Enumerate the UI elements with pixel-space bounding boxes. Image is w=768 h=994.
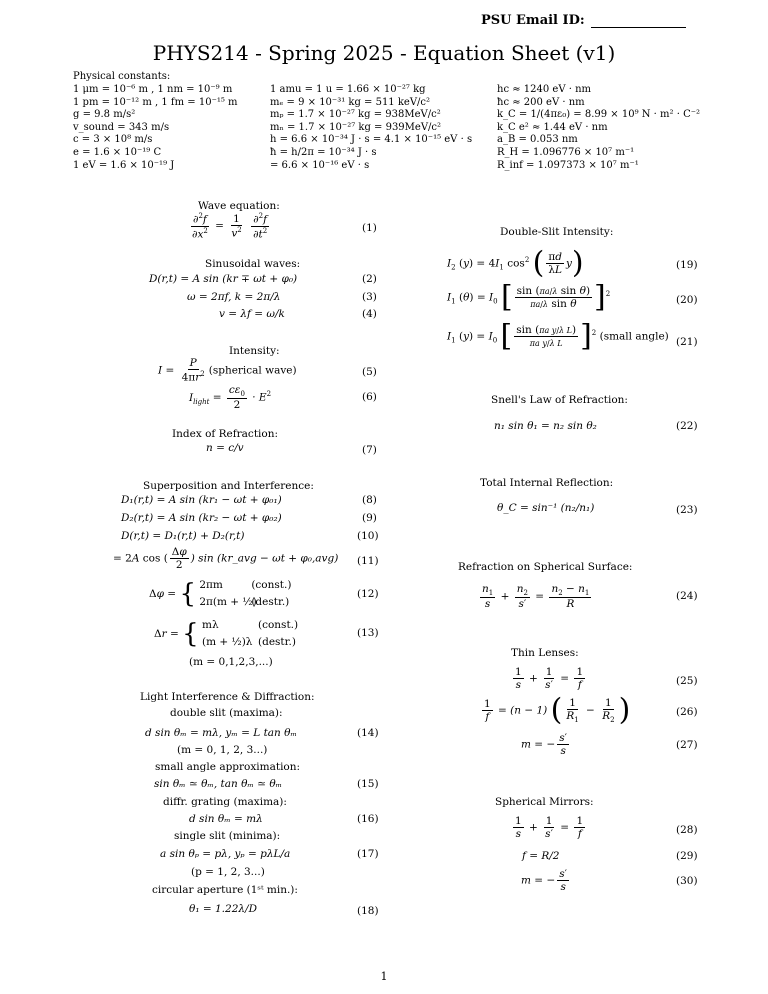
equation-number: (26)	[676, 706, 698, 718]
equation-number: (5)	[362, 366, 377, 378]
equation-30: m = − $\frac{s'}{s}$	[521, 868, 568, 894]
eq12-row2: 2π(m + ½)	[199, 596, 257, 608]
page-number: 1	[380, 970, 388, 983]
superposition-title: Superposition and Interference:	[143, 480, 314, 492]
constant-line: k_C = 1/(4πε₀) = 8.99 × 10⁹ N · m² · C⁻²	[497, 109, 701, 121]
equation-27: m = − $\frac{s'}{s}$	[521, 732, 568, 758]
constant-line: ħc ≈ 200 eV · nm	[497, 96, 585, 108]
eq13-row1-note: (const.)	[258, 619, 299, 631]
m-range: (m = 0,1,2,3,...)	[189, 656, 273, 668]
index-title: Index of Refraction:	[172, 428, 279, 440]
equation-21: $I_1$ $(y) = I_0$ [ $\frac{\text{sin (πa y/λ L)}}{\text{πa y/λ L}}$ ]$^2$ (small angle)	[447, 318, 669, 354]
equation-14: d sin θₘ = mλ, yₘ = L tan θₘ	[145, 727, 297, 739]
double-slit-intensity-title: Double-Slit Intensity:	[500, 226, 614, 238]
constant-line: v_sound = 343 m/s	[73, 121, 170, 133]
equation-3: ω = 2πf, k = 2π/λ	[187, 291, 281, 303]
constant-line: mₙ = 1.7 × 10⁻²⁷ kg = 939MeV/c²	[270, 121, 442, 133]
equation-13: Δr = { mλ (const.) (m + ½)λ (destr.)	[154, 619, 299, 649]
light-interference-title: Light Interference & Diffraction:	[140, 691, 315, 703]
equation-7: n = c/v	[206, 442, 244, 454]
equation-number: (10)	[357, 530, 379, 542]
constant-line: mₚ = 1.7 × 10⁻²⁷ kg = 938MeV/c²	[270, 109, 441, 121]
eq26-mid: = (n − 1)	[498, 704, 548, 717]
constant-line: 1 μm = 10⁻⁶ m , 1 nm = 10⁻⁹ m	[73, 84, 233, 95]
eq5-suffix: (spherical wave)	[208, 364, 297, 377]
equation-9: D₂(r,t) = A sin (kr₂ − ωt + φ₀₂)	[121, 512, 282, 524]
eq13-row1: mλ	[202, 619, 219, 631]
constant-line: mₑ = 9 × 10⁻³¹ kg = 511 keV/c²	[270, 96, 431, 108]
equation-18: θ₁ = 1.22λ/D	[189, 903, 257, 915]
equation-number: (4)	[362, 308, 377, 320]
equation-number: (27)	[676, 739, 698, 751]
eq11-suffix: ) sin (kr_avg − ωt + φ₀,avg)	[190, 552, 339, 565]
equation-number: (30)	[676, 875, 698, 887]
constants-col2	[270, 84, 472, 172]
equation-2: D(r,t) = A sin (kr ∓ ωt + φ₀)	[149, 273, 298, 285]
equation-5: I = $\frac{P}{4\pi r^2}$ (spherical wave)	[158, 357, 297, 384]
equation-number: (24)	[676, 590, 698, 602]
constant-line: k_C e² ≈ 1.44 eV · nm	[497, 121, 608, 133]
equation-number: (15)	[357, 778, 379, 790]
eq12-row1: 2πm	[199, 579, 223, 591]
equation-15: sin θₘ ≃ θₘ, tan θₘ ≃ θₘ	[154, 778, 283, 790]
p-range: (p = 1, 2, 3...)	[191, 866, 265, 878]
equation-16: d sin θₘ = mλ	[189, 813, 263, 825]
constants-col1	[73, 84, 238, 172]
thin-lenses-title: Thin Lenses:	[511, 647, 579, 659]
equation-6: $I_{light}$ = $\frac{c\varepsilon_0}{2}$ · $E^2$	[189, 384, 272, 412]
eq12-row2-note: (destr.)	[251, 596, 290, 608]
small-angle-note: (small angle)	[599, 330, 669, 343]
constant-line: g = 9.8 m/s²	[73, 109, 136, 121]
equation-number: (13)	[357, 627, 379, 639]
equation-number: (21)	[676, 336, 698, 348]
mirrors-title: Spherical Mirrors:	[495, 796, 594, 808]
circular-label: circular aperture (1ˢᵗ min.):	[152, 884, 298, 896]
constants-col3	[497, 84, 700, 172]
constant-line: R_inf = 1.097373 × 10⁷ m⁻¹	[497, 159, 639, 171]
equation-number: (6)	[362, 391, 377, 403]
equation-number: (3)	[362, 291, 377, 303]
equation-number: (16)	[357, 813, 379, 825]
equation-23: θ_C = sin⁻¹ (n₂/n₁)	[497, 502, 595, 514]
constant-line: 1 eV = 1.6 × 10⁻¹⁹ J	[73, 159, 175, 171]
equation-number: (17)	[357, 848, 379, 860]
constant-line: 1 pm = 10⁻¹² m , 1 fm = 10⁻¹⁵ m	[73, 96, 238, 108]
equation-28: $\frac{1}{s}$ + $\frac{1}{s'}$ = $\frac{1}{f}$	[515, 815, 584, 841]
grating-label: diffr. grating (maxima):	[163, 796, 287, 808]
equation-22: n₁ sin θ₁ = n₂ sin θ₂	[494, 420, 597, 432]
equation-number: (14)	[357, 727, 379, 739]
sinusoidal-title: Sinusoidal waves:	[205, 258, 301, 270]
constant-line: 1 amu = 1 u = 1.66 × 10⁻²⁷ kg	[270, 84, 426, 95]
equation-number: (20)	[676, 294, 698, 306]
equation-1: $\frac{\partial^2f}{\partial x^2}$ = $\frac{1}{v^2}$ $\frac{\partial^2f}{\partial t^2}$	[192, 212, 268, 241]
double-slit-label: double slit (maxima):	[170, 707, 283, 719]
equation-26: $\frac{1}{f}$ = (n − 1) ( $\frac{1}{R_1}$ − $\frac{1}{R_2}$ )	[484, 692, 631, 728]
equation-number: (11)	[357, 555, 379, 567]
constants-heading: Physical constants:	[73, 71, 171, 82]
constant-line: ħ = h/2π = 10⁻³⁴ J · s	[270, 146, 377, 158]
equation-number: (19)	[676, 259, 698, 271]
spherical-surface-title: Refraction on Spherical Surface:	[458, 561, 633, 573]
equation-29: f = R/2	[522, 850, 560, 862]
equation-11: = 2A cos ( $\frac{\Delta\varphi}{2}$ ) sin (kr_avg − ωt + φ₀,avg)	[113, 546, 339, 572]
equation-number: (2)	[362, 273, 377, 285]
constant-line: hc ≈ 1240 eV · nm	[497, 84, 592, 95]
eq13-row2-note: (destr.)	[258, 636, 296, 648]
eq12-row1-note: (const.)	[251, 579, 292, 591]
equation-number: (9)	[362, 512, 377, 524]
constant-line: a_B = 0.053 nm	[497, 134, 578, 146]
single-slit-label: single slit (minima):	[174, 830, 281, 842]
constant-line: = 6.6 × 10⁻¹⁶ eV · s	[270, 159, 370, 171]
equation-17: a sin θₚ = pλ, yₚ = pλL/a	[160, 848, 291, 860]
equation-number: (18)	[357, 905, 379, 917]
equation-8: D₁(r,t) = A sin (kr₁ − ωt + φ₀₁)	[121, 494, 282, 506]
page-title: PHYS214 - Spring 2025 - Equation Sheet (v1)	[152, 41, 616, 65]
constant-line: e = 1.6 × 10⁻¹⁹ C	[73, 146, 162, 158]
equation-20: $I_1$ $(\theta) = I_0$ [ $\frac{\text{sin (πa/λ sin θ)}}{\text{πa/λ sin θ}}$ ]$^2$	[447, 279, 611, 315]
equation-number: (8)	[362, 494, 377, 506]
equation-number: (22)	[676, 420, 698, 432]
tir-title: Total Internal Reflection:	[480, 477, 614, 489]
equation-number: (12)	[357, 588, 379, 600]
equation-number: (1)	[362, 222, 377, 234]
constant-line: R_H = 1.096776 × 10⁷ m⁻¹	[497, 146, 635, 158]
eq13-row2: (m + ½)λ	[202, 636, 253, 648]
equation-number: (23)	[676, 504, 698, 516]
email-label: PSU Email ID:	[481, 13, 585, 28]
equation-10: D(r,t) = D₁(r,t) + D₂(r,t)	[121, 530, 245, 542]
constant-line: h = 6.6 × 10⁻³⁴ J · s = 4.1 × 10⁻¹⁵ eV · s	[270, 134, 473, 146]
equation-number: (7)	[362, 444, 377, 456]
m-range-2: (m = 0, 1, 2, 3...)	[177, 744, 268, 756]
intensity-title: Intensity:	[229, 345, 280, 357]
email-line	[591, 27, 686, 28]
equation-4: v = λf = ω/k	[219, 308, 285, 320]
equation-24: $\frac{n_1}{s}$ + $\frac{n_2}{s'}$ = $\frac{n_2 - n_1}{R}$	[482, 583, 590, 611]
equation-number: (25)	[676, 675, 698, 687]
equation-12: Δφ = { 2πm (const.) 2π(m + ½)(destr.)	[149, 579, 292, 609]
constant-line: c = 3 × 10⁸ m/s	[73, 134, 153, 146]
snell-title: Snell's Law of Refraction:	[491, 394, 628, 406]
wave-equation-title: Wave equation:	[198, 200, 280, 212]
equation-number: (28)	[676, 824, 698, 836]
equation-19: $I_2$ $(y) = 4I_1$ $\cos^2$ ( $\frac{\pi d}{\lambda L}$ y)	[447, 245, 584, 281]
equation-25: $\frac{1}{s}$ + $\frac{1}{s'}$ = $\frac{1}{f}$	[515, 666, 584, 692]
equation-number: (29)	[676, 850, 698, 862]
small-angle-label: small angle approximation:	[155, 761, 301, 773]
